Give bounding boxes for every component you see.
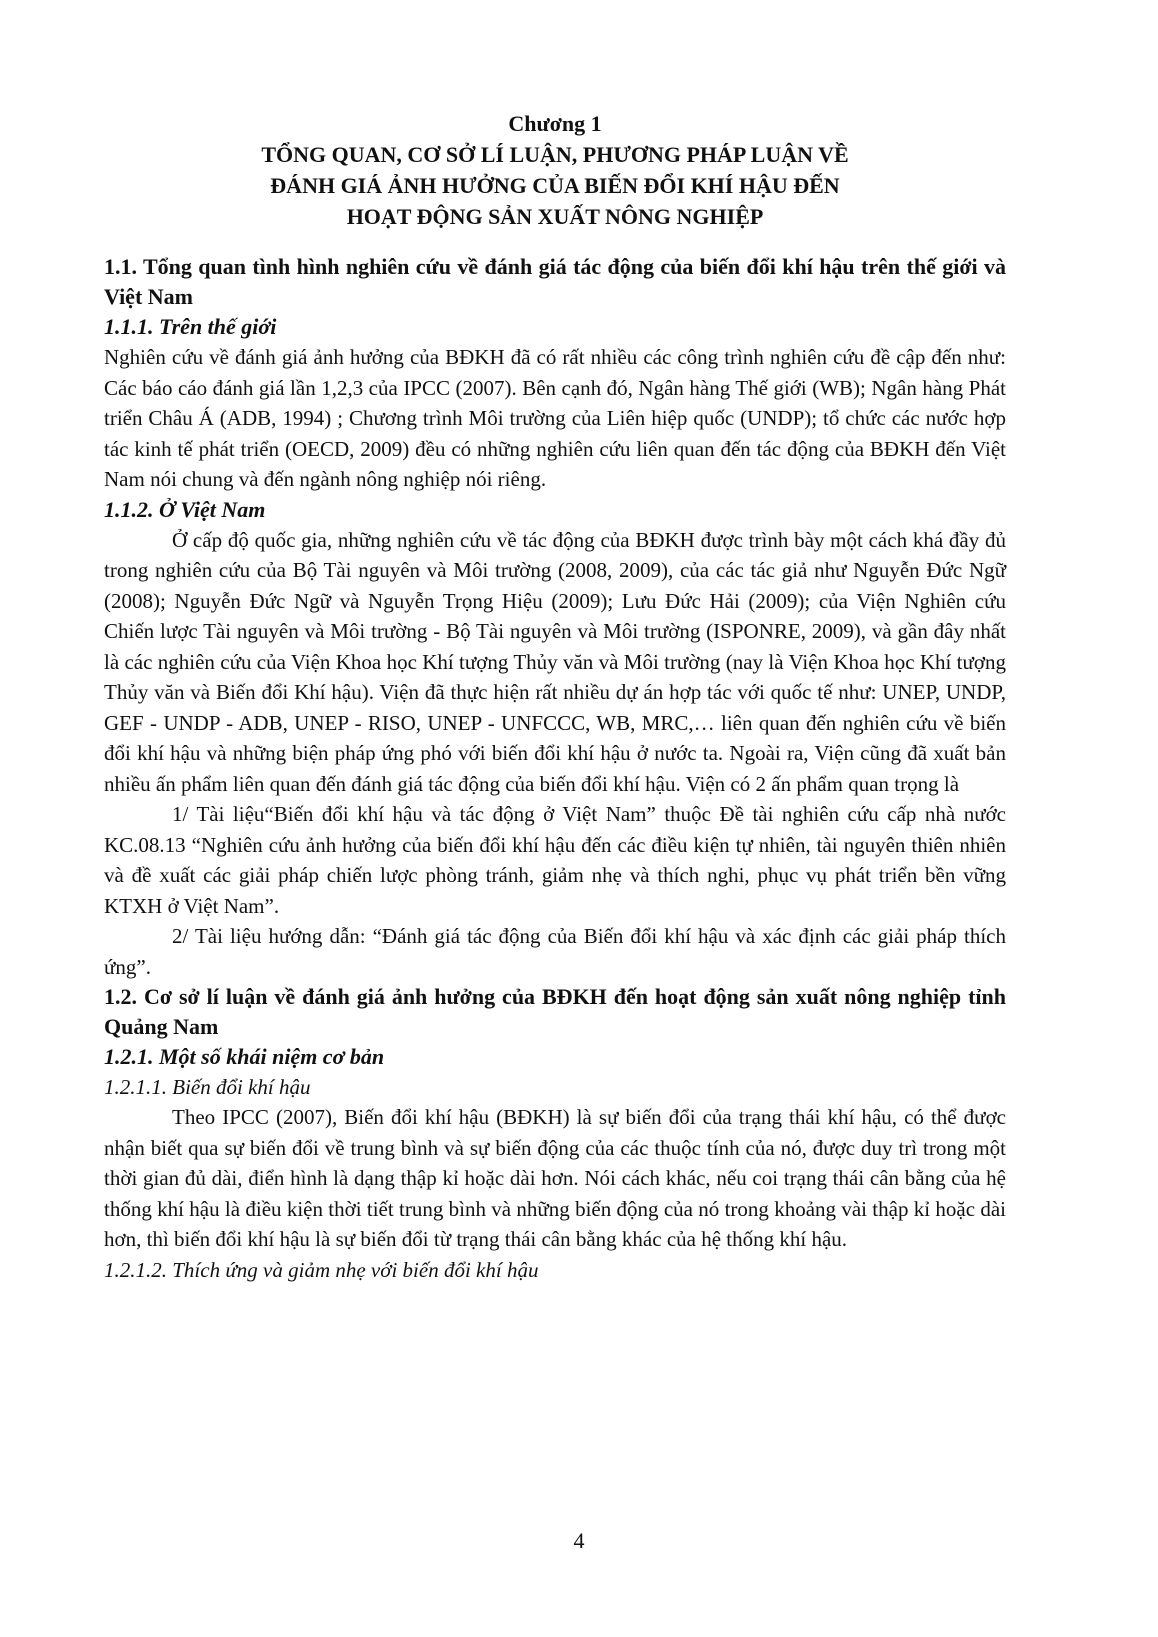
page-number: 4: [573, 1528, 585, 1553]
section-1-2-1-1-paragraph: Theo IPCC (2007), Biến đổi khí hậu (BĐKH) là sự biến đổi của trạng thái khí hậu, có thể được nhận biết qua sự biến đổi về trung bình và sự biến động của các thuộc tính của nó, được duy trì trong một thời gian đủ dài, điển hình là dạng thập kỉ hoặc dài hơn. Nói cách khác, nếu coi trạng thái cân bằng của hệ thống khí hậu là điều kiện thời tiết trung bình và những biến động của nó trong khoảng vài thập kỉ hoặc dài hơn, thì biến đổi khí hậu là sự biến đổi từ trạng thái cân bằng khác của hệ thống khí hậu.: [104, 1105, 1006, 1251]
section-1-2-1-2-heading: 1.2.1.2. Thích ứng và giảm nhẹ với biến đổi khí hậu: [104, 1257, 539, 1282]
chapter-title-line-2: ĐÁNH GIÁ ẢNH HƯỞNG CỦA BIẾN ĐỔI KHÍ HẬU ĐẾN: [270, 173, 840, 198]
section-1-1-2-paragraph-3: 2/ Tài liệu hướng dẫn: “Đánh giá tác động của Biến đổi khí hậu và xác định các giải pháp thích ứng”.: [104, 924, 1006, 979]
chapter-title-line-1: TỔNG QUAN, CƠ SỞ LÍ LUẬN, PHƯƠNG PHÁP LUẬN VỀ: [261, 142, 849, 167]
chapter-heading: [104, 108, 1006, 232]
section-1-1-2-paragraph-2: 1/ Tài liệu“Biến đổi khí hậu và tác động ở Việt Nam” thuộc Đề tài nghiên cứu cấp nhà nước KC.08.13 “Nghiên cứu ảnh hưởng của biến đổi khí hậu đến các điều kiện tự nhiên, tài nguyên thiên nhiên và đề xuất các giải pháp chiến lược phòng tránh, giảm nhẹ và thích nghi, phục vụ phát triển bền vững KTXH ở Việt Nam”.: [104, 802, 1006, 918]
section-1-1-heading: 1.1. Tổng quan tình hình nghiên cứu về đánh giá tác động của biến đổi khí hậu trên thế giới và Việt Nam: [104, 254, 1006, 309]
section-1-2-heading: 1.2. Cơ sở lí luận về đánh giá ảnh hưởng của BĐKH đến hoạt động sản xuất nông nghiệp tỉnh Quảng Nam: [104, 984, 1006, 1039]
section-1-1-2-paragraph-1: Ở cấp độ quốc gia, những nghiên cứu về tác động của BĐKH được trình bày một cách khá đầy đủ trong nghiên cứu của Bộ Tài nguyên và Môi trường (2008, 2009), của các tác giả như Nguyễn Đức Ngữ (2008); Nguyễn Đức Ngữ và Nguyễn Trọng Hiệu (2009); Lưu Đức Hải (2009); của Viện Nghiên cứu Chiến lược Tài nguyên và Môi trường - Bộ Tài nguyên và Môi trường (ISPONRE, 2009), và gần đây nhất là các nghiên cứu của Viện Khoa học Khí tượng Thủy văn và Môi trường (nay là Viện Khoa học Khí tượng Thủy văn và Biến đổi Khí hậu). Viện đã thực hiện rất nhiều dự án hợp tác với quốc tế như: UNEP, UNDP, GEF - UNDP - ADB, UNEP - RISO, UNEP - UNFCCC, WB, MRC,… liên quan đến nghiên cứu về biến đổi khí hậu và những biện pháp ứng phó với biến đổi khí hậu ở nước ta. Ngoài ra, Viện cũng đã xuất bản nhiều ấn phẩm liên quan đến đánh giá tác động của biến đổi khí hậu. Viện có 2 ấn phẩm quan trọng là: [104, 527, 1006, 796]
section-1-2-1-heading: 1.2.1. Một số khái niệm cơ bản: [104, 1044, 385, 1069]
section-1-2-1-1-heading: 1.2.1.1. Biến đổi khí hậu: [104, 1075, 311, 1099]
chapter-label: Chương 1: [508, 111, 602, 136]
document-page: [104, 108, 1006, 1285]
chapter-title-line-3: HOẠT ĐỘNG SẢN XUẤT NÔNG NGHIỆP: [346, 204, 764, 229]
section-1-1-2-heading: 1.1.2. Ở Việt Nam: [104, 496, 266, 522]
section-1-1-1-heading: 1.1.1. Trên thế giới: [104, 314, 277, 339]
section-1-1-1-paragraph: Nghiên cứu về đánh giá ảnh hưởng của BĐKH đã có rất nhiều các công trình nghiên cứu đề cập đến như: Các báo cáo đánh giá lần 1,2,3 của IPCC (2007). Bên cạnh đó, Ngân hàng Thế giới (WB); Ngân hàng Phát triển Châu Á (ADB, 1994) ; Chương trình Môi trường của Liên hiệp quốc (UNDP); tổ chức các nước hợp tác kinh tế phát triển (OECD, 2009) đều có những nghiên cứu liên quan đến tác động của BĐKH đến Việt Nam nói chung và đến ngành nông nghiệp nói riêng.: [104, 345, 1006, 491]
